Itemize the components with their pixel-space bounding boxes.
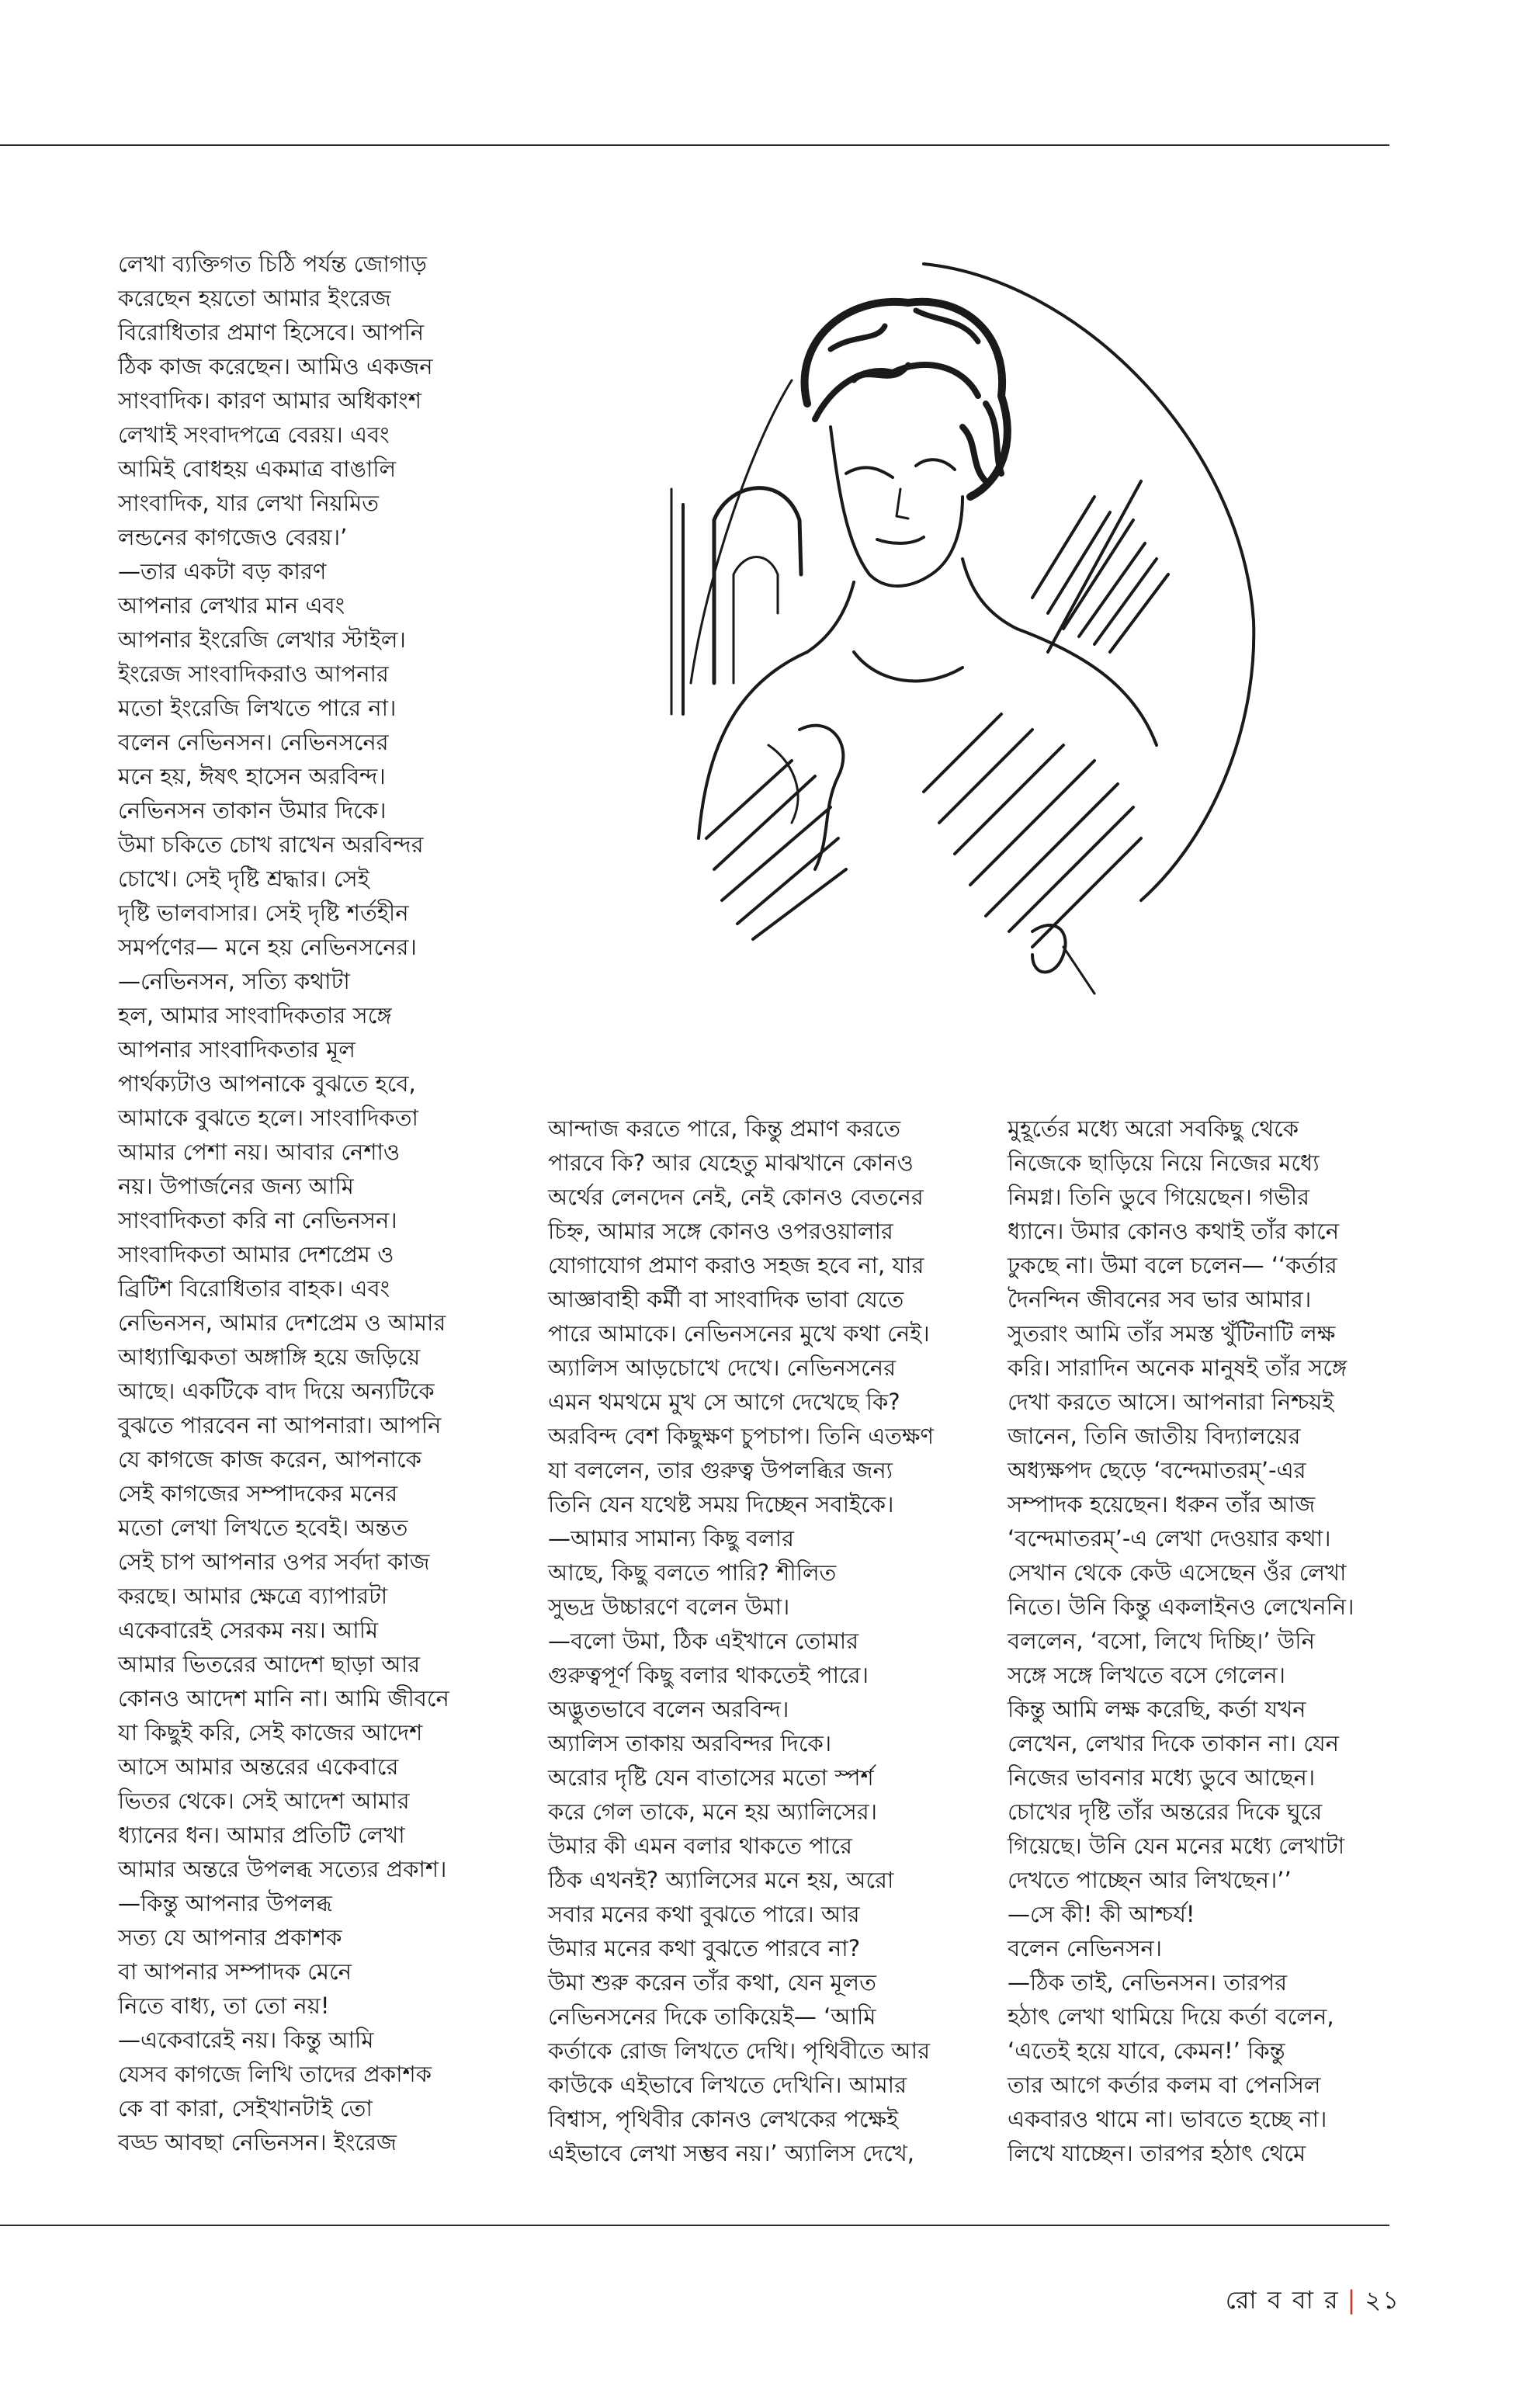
- text-line: অ্যালিস তাকায় অরবিন্দর দিকে।: [548, 1730, 832, 1757]
- text-line: সেই কাগজের সম্পাদকের মনের: [118, 1480, 398, 1507]
- text-line: সুভদ্র উচ্চারণে বলেন উমা।: [548, 1594, 790, 1620]
- text-line: লেখাই সংবাদপত্রে বেরয়। এবং: [118, 421, 390, 448]
- text-line: চিহ্ন, আমার সঙ্গে কোনও ওপরওয়ালার: [548, 1218, 893, 1244]
- text-line: আমার অন্তরে উপলব্ধ সত্যের প্রকাশ।: [118, 1856, 447, 1882]
- text-line: কিন্তু আমি লক্ষ করেছি, কর্তা যখন: [1008, 1696, 1306, 1722]
- text-line: নিজেকে ছাড়িয়ে নিয়ে নিজের মধ্যে: [1008, 1150, 1320, 1176]
- text-line: সম্পাদক হয়েছেন। ধরুন তাঁর আজ: [1008, 1491, 1316, 1517]
- text-line: বিশ্বাস, পৃথিবীর কোনও লেখকের পক্ষেই: [548, 2106, 899, 2132]
- text-line: যোগাযোগ প্রমাণ করাও সহজ হবে না, যার: [548, 1252, 924, 1278]
- text-line: দেখা করতে আসে। আপনারা নিশ্চয়ই: [1008, 1389, 1334, 1415]
- text-line: হল, আমার সাংবাদিকতার সঙ্গে: [118, 1002, 392, 1028]
- text-line: নেভিনসন তাকান উমার দিকে।: [118, 797, 387, 824]
- text-line: আসে আমার অন্তরের একেবারে: [118, 1753, 399, 1780]
- text-line: আপনার সাংবাদিকতার মূল: [118, 1036, 356, 1063]
- text-line: করে গেল তাকে, মনে হয় অ্যালিসের।: [548, 1798, 878, 1825]
- text-line: উমার মনের কথা বুঝতে পারবে না?: [548, 1935, 861, 1961]
- text-line: উমা চকিতে চোখ রাখেন অরবিন্দর: [118, 831, 424, 858]
- text-line: নিজের ভাবনার মধ্যে ডুবে আছেন।: [1008, 1764, 1316, 1791]
- text-line: —তার একটা বড় কারণ: [118, 558, 327, 584]
- text-line: লন্ডনের কাগজেও বেরয়।’: [118, 524, 348, 550]
- text-line: নয়। উপার্জনের জন্য আমি: [118, 1173, 354, 1199]
- text-line: আপনার লেখার মান এবং: [118, 592, 345, 619]
- text-line: দৈনন্দিন জীবনের সব ভার আমার।: [1008, 1286, 1312, 1313]
- text-line: লেখা ব্যক্তিগত চিঠি পর্যন্ত জোগাড়: [118, 251, 427, 277]
- text-line: বড্ড আবছা নেভিনসন। ইংরেজ: [118, 2129, 397, 2155]
- text-column-1: [118, 247, 506, 2159]
- text-line: সাংবাদিক। কারণ আমার অধিকাংশ: [118, 387, 421, 414]
- text-line: আমার পেশা নয়। আবার নেশাও: [118, 1139, 401, 1165]
- text-line: ‘বন্দেমাতরম্’-এ লেখা দেওয়ার কথা।: [1008, 1525, 1331, 1552]
- text-line: মতো লেখা লিখতে হবেই। অন্তত: [118, 1514, 408, 1541]
- text-line: উমার কী এমন বলার থাকতে পারে: [548, 1833, 852, 1859]
- text-line: যে কাগজে কাজ করেন, আপনাকে: [118, 1446, 421, 1472]
- text-line: হঠাৎ লেখা থামিয়ে দিয়ে কর্তা বলেন,: [1008, 2003, 1334, 2030]
- text-line: পারবে কি? আর যেহেতু মাঝখানে কোনও: [548, 1150, 914, 1176]
- text-line: সেখান থেকে কেউ এসেছেন ওঁর লেখা: [1008, 1559, 1347, 1586]
- text-line: দৃষ্টি ভালবাসার। সেই দৃষ্টি শর্তহীন: [118, 900, 409, 926]
- page-footer: [1226, 2280, 1400, 2322]
- text-line: মুহূর্তের মধ্যে অরো সবকিছু থেকে: [1008, 1115, 1299, 1142]
- text-line: বিরোধিতার প্রমাণ হিসেবে। আপনি: [118, 319, 425, 345]
- text-line: নিতে। উনি কিন্তু একলাইনও লেখেননি।: [1008, 1594, 1354, 1620]
- text-line: কোনও আদেশ মানি না। আমি জীবনে: [118, 1685, 449, 1712]
- text-line: একেবারেই সেরকম নয়। আমি: [118, 1617, 379, 1643]
- text-line: এইভাবে লেখা সম্ভব নয়।’ অ্যালিস দেখে,: [548, 2140, 914, 2166]
- text-line: ঠিক এখনই? অ্যালিসের মনে হয়, অরো: [548, 1867, 894, 1893]
- text-line: চোখের দৃষ্টি তাঁর অন্তরের দিকে ঘুরে: [1008, 1798, 1323, 1825]
- text-line: আছে। একটিকে বাদ দিয়ে অন্যটিকে: [118, 1378, 435, 1404]
- text-line: কাউকে এইভাবে লিখতে দেখিনি। আমার: [548, 2072, 907, 2098]
- text-line: বুঝতে পারবেন না আপনারা। আপনি: [118, 1412, 442, 1438]
- text-line: সাংবাদিক, যার লেখা নিয়মিত: [118, 490, 380, 516]
- text-line: করেছেন হয়তো আমার ইংরেজ: [118, 285, 391, 311]
- text-line: ইংরেজ সাংবাদিকরাও আপনার: [118, 661, 389, 687]
- text-line: উমা শুরু করেন তাঁর কথা, যেন মূলত: [548, 1969, 876, 1996]
- text-line: বা আপনার সম্পাদক মেনে: [118, 1958, 352, 1985]
- portrait-sketch: [598, 248, 1265, 1094]
- text-line: জানেন, তিনি জাতীয় বিদ্যালয়ের: [1008, 1423, 1301, 1449]
- text-line: আমাকে বুঝতে হলে। সাংবাদিকতা: [118, 1105, 418, 1131]
- text-line: যেসব কাগজে লিখি তাদের প্রকাশক: [118, 2061, 432, 2087]
- text-line: সঙ্গে সঙ্গে লিখতে বসে গেলেন।: [1008, 1662, 1285, 1688]
- text-line: করি। সারাদিন অনেক মানুষই তাঁর সঙ্গে: [1008, 1354, 1348, 1381]
- text-line: পার্থক্যটাও আপনাকে বুঝতে হবে,: [118, 1070, 416, 1097]
- text-line: একবারও থামে না। ভাবতে হচ্ছে না।: [1008, 2106, 1327, 2132]
- text-line: আমিই বোধহয় একমাত্র বাঙালি: [118, 456, 397, 482]
- text-line: ঠিক কাজ করেছেন। আমিও একজন: [118, 353, 433, 380]
- text-line: —একেবারেই নয়। কিন্তু আমি: [118, 2027, 374, 2053]
- text-line: আজ্ঞাবাহী কর্মী বা সাংবাদিক ভাবা যেতে: [548, 1286, 904, 1313]
- text-line: সুতরাং আমি তাঁর সমস্ত খুঁটিনাটি লক্ষ: [1008, 1320, 1336, 1347]
- text-line: মনে হয়, ঈষৎ হাসেন অরবিন্দ।: [118, 763, 386, 789]
- text-line: ব্রিটিশ বিরোধিতার বাহক। এবং: [118, 1275, 390, 1302]
- text-line: আন্দাজ করতে পারে, কিন্তু প্রমাণ করতে: [548, 1115, 901, 1142]
- text-line: আমার ভিতরের আদেশ ছাড়া আর: [118, 1651, 421, 1677]
- footer-separator: |: [1347, 2285, 1358, 2315]
- text-line: ভিতর থেকে। সেই আদেশ আমার: [118, 1788, 410, 1814]
- top-rule: [0, 144, 1389, 146]
- text-line: —ঠিক তাই, নেভিনসন। তারপর: [1008, 1969, 1288, 1996]
- text-line: এমন থমথমে মুখ সে আগে দেখেছে কি?: [548, 1389, 900, 1415]
- text-column-3: [1008, 1112, 1396, 2170]
- text-line: সাংবাদিকতা আমার দেশপ্রেম ও: [118, 1241, 394, 1268]
- text-line: গিয়েছে। উনি যেন মনের মধ্যে লেখাটা: [1008, 1833, 1345, 1859]
- text-line: তিনি যেন যথেষ্ট সময় দিচ্ছেন সবাইকে।: [548, 1491, 894, 1517]
- text-line: অদ্ভুতভাবে বলেন অরবিন্দ।: [548, 1696, 789, 1722]
- text-line: বললেন, ‘বসো, লিখে দিচ্ছি।’ উনি: [1008, 1628, 1315, 1654]
- text-column-2: [548, 1112, 983, 2170]
- text-line: সমর্পণের— মনে হয় নেভিনসনের।: [118, 934, 417, 960]
- text-line: অ্যালিস আড়চোখে দেখে। নেভিনসনের: [548, 1354, 897, 1381]
- text-line: আছে, কিছু বলতে পারি? শীলিত: [548, 1559, 837, 1586]
- text-line: নেভিনসনের দিকে তাকিয়েই— ‘আমি: [548, 2003, 876, 2030]
- text-line: —কিন্তু আপনার উপলব্ধ: [118, 1890, 332, 1916]
- text-line: গুরুত্বপূর্ণ কিছু বলার থাকতেই পারে।: [548, 1662, 869, 1688]
- text-line: আধ্যাত্মিকতা অঙ্গাঙ্গি হয়ে জড়িয়ে: [118, 1344, 421, 1370]
- text-line: নিতে বাধ্য, তা তো নয়!: [118, 1992, 330, 2019]
- text-line: —বলো উমা, ঠিক এইখানে তোমার: [548, 1628, 859, 1654]
- text-line: যা কিছুই করি, সেই কাজের আদেশ: [118, 1719, 423, 1746]
- text-line: ঢুকছে না। উমা বলে চলেন— ‘‘কর্তার: [1008, 1252, 1337, 1278]
- text-line: তার আগে কর্তার কলম বা পেনসিল: [1008, 2072, 1321, 2098]
- text-line: আপনার ইংরেজি লেখার স্টাইল।: [118, 626, 406, 653]
- text-line: যা বললেন, তার গুরুত্ব উপলব্ধির জন্য: [548, 1457, 893, 1483]
- text-line: ধ্যানের ধন। আমার প্রতিটি লেখা: [118, 1822, 405, 1848]
- text-line: ধ্যানে। উমার কোনও কথাই তাঁর কানে: [1008, 1218, 1340, 1244]
- text-line: ‘এতেই হয়ে যাবে, কেমন!’ কিন্তু: [1008, 2038, 1285, 2064]
- text-line: মতো ইংরেজি লিখতে পারে না।: [118, 695, 397, 721]
- text-line: অরোর দৃষ্টি যেন বাতাসের মতো স্পর্শ: [548, 1764, 874, 1791]
- text-line: বলেন নেভিনসন। নেভিনসনের: [118, 729, 389, 755]
- text-line: কে বা কারা, সেইখানটাই তো: [118, 2095, 373, 2121]
- text-line: অর্থের লেনদেন নেই, নেই কোনও বেতনের: [548, 1184, 924, 1210]
- text-line: সত্য যে আপনার প্রকাশক: [118, 1924, 342, 1951]
- text-line: কর্তাকে রোজ লিখতে দেখি। পৃথিবীতে আর: [548, 2038, 931, 2064]
- text-line: সবার মনের কথা বুঝতে পারে। আর: [548, 1901, 860, 1927]
- text-line: অধ্যক্ষপদ ছেড়ে ‘বন্দেমাতরম্’-এর: [1008, 1457, 1306, 1483]
- bottom-rule: [0, 2225, 1389, 2226]
- text-line: সাংবাদিকতা করি না নেভিনসন।: [118, 1207, 397, 1233]
- text-line: —সে কী! কী আশ্চর্য!: [1008, 1901, 1195, 1927]
- text-line: সেই চাপ আপনার ওপর সর্বদা কাজ: [118, 1549, 430, 1575]
- text-line: পারে আমাকে। নেভিনসনের মুখে কথা নেই।: [548, 1320, 930, 1347]
- text-line: —আমার সামান্য কিছু বলার: [548, 1525, 795, 1552]
- text-line: অরবিন্দ বেশ কিছুক্ষণ চুপচাপ। তিনি এতক্ষণ: [548, 1423, 935, 1449]
- text-line: নিমগ্ন। তিনি ডুবে গিয়েছেন। গভীর: [1008, 1184, 1309, 1210]
- text-line: বলেন নেভিনসন।: [1008, 1935, 1163, 1961]
- text-line: —নেভিনসন, সত্যি কথাটা: [118, 968, 350, 994]
- text-line: চোখে। সেই দৃষ্টি শ্রদ্ধার। সেই: [118, 865, 369, 892]
- text-line: লেখেন, লেখার দিকে তাকান না। যেন: [1008, 1730, 1339, 1757]
- text-line: লিখে যাচ্ছেন। তারপর হঠাৎ থেমে: [1008, 2140, 1306, 2166]
- text-line: করছে। আমার ক্ষেত্রে ব্যাপারটা: [118, 1583, 388, 1609]
- text-line: নেভিনসন, আমার দেশপ্রেম ও আমার: [118, 1309, 446, 1336]
- text-line: দেখতে পাচ্ছেন আর লিখছেন।’’: [1008, 1867, 1292, 1893]
- magazine-name: রো ব বা র: [1225, 2285, 1340, 2315]
- page-number: ২১: [1365, 2285, 1400, 2315]
